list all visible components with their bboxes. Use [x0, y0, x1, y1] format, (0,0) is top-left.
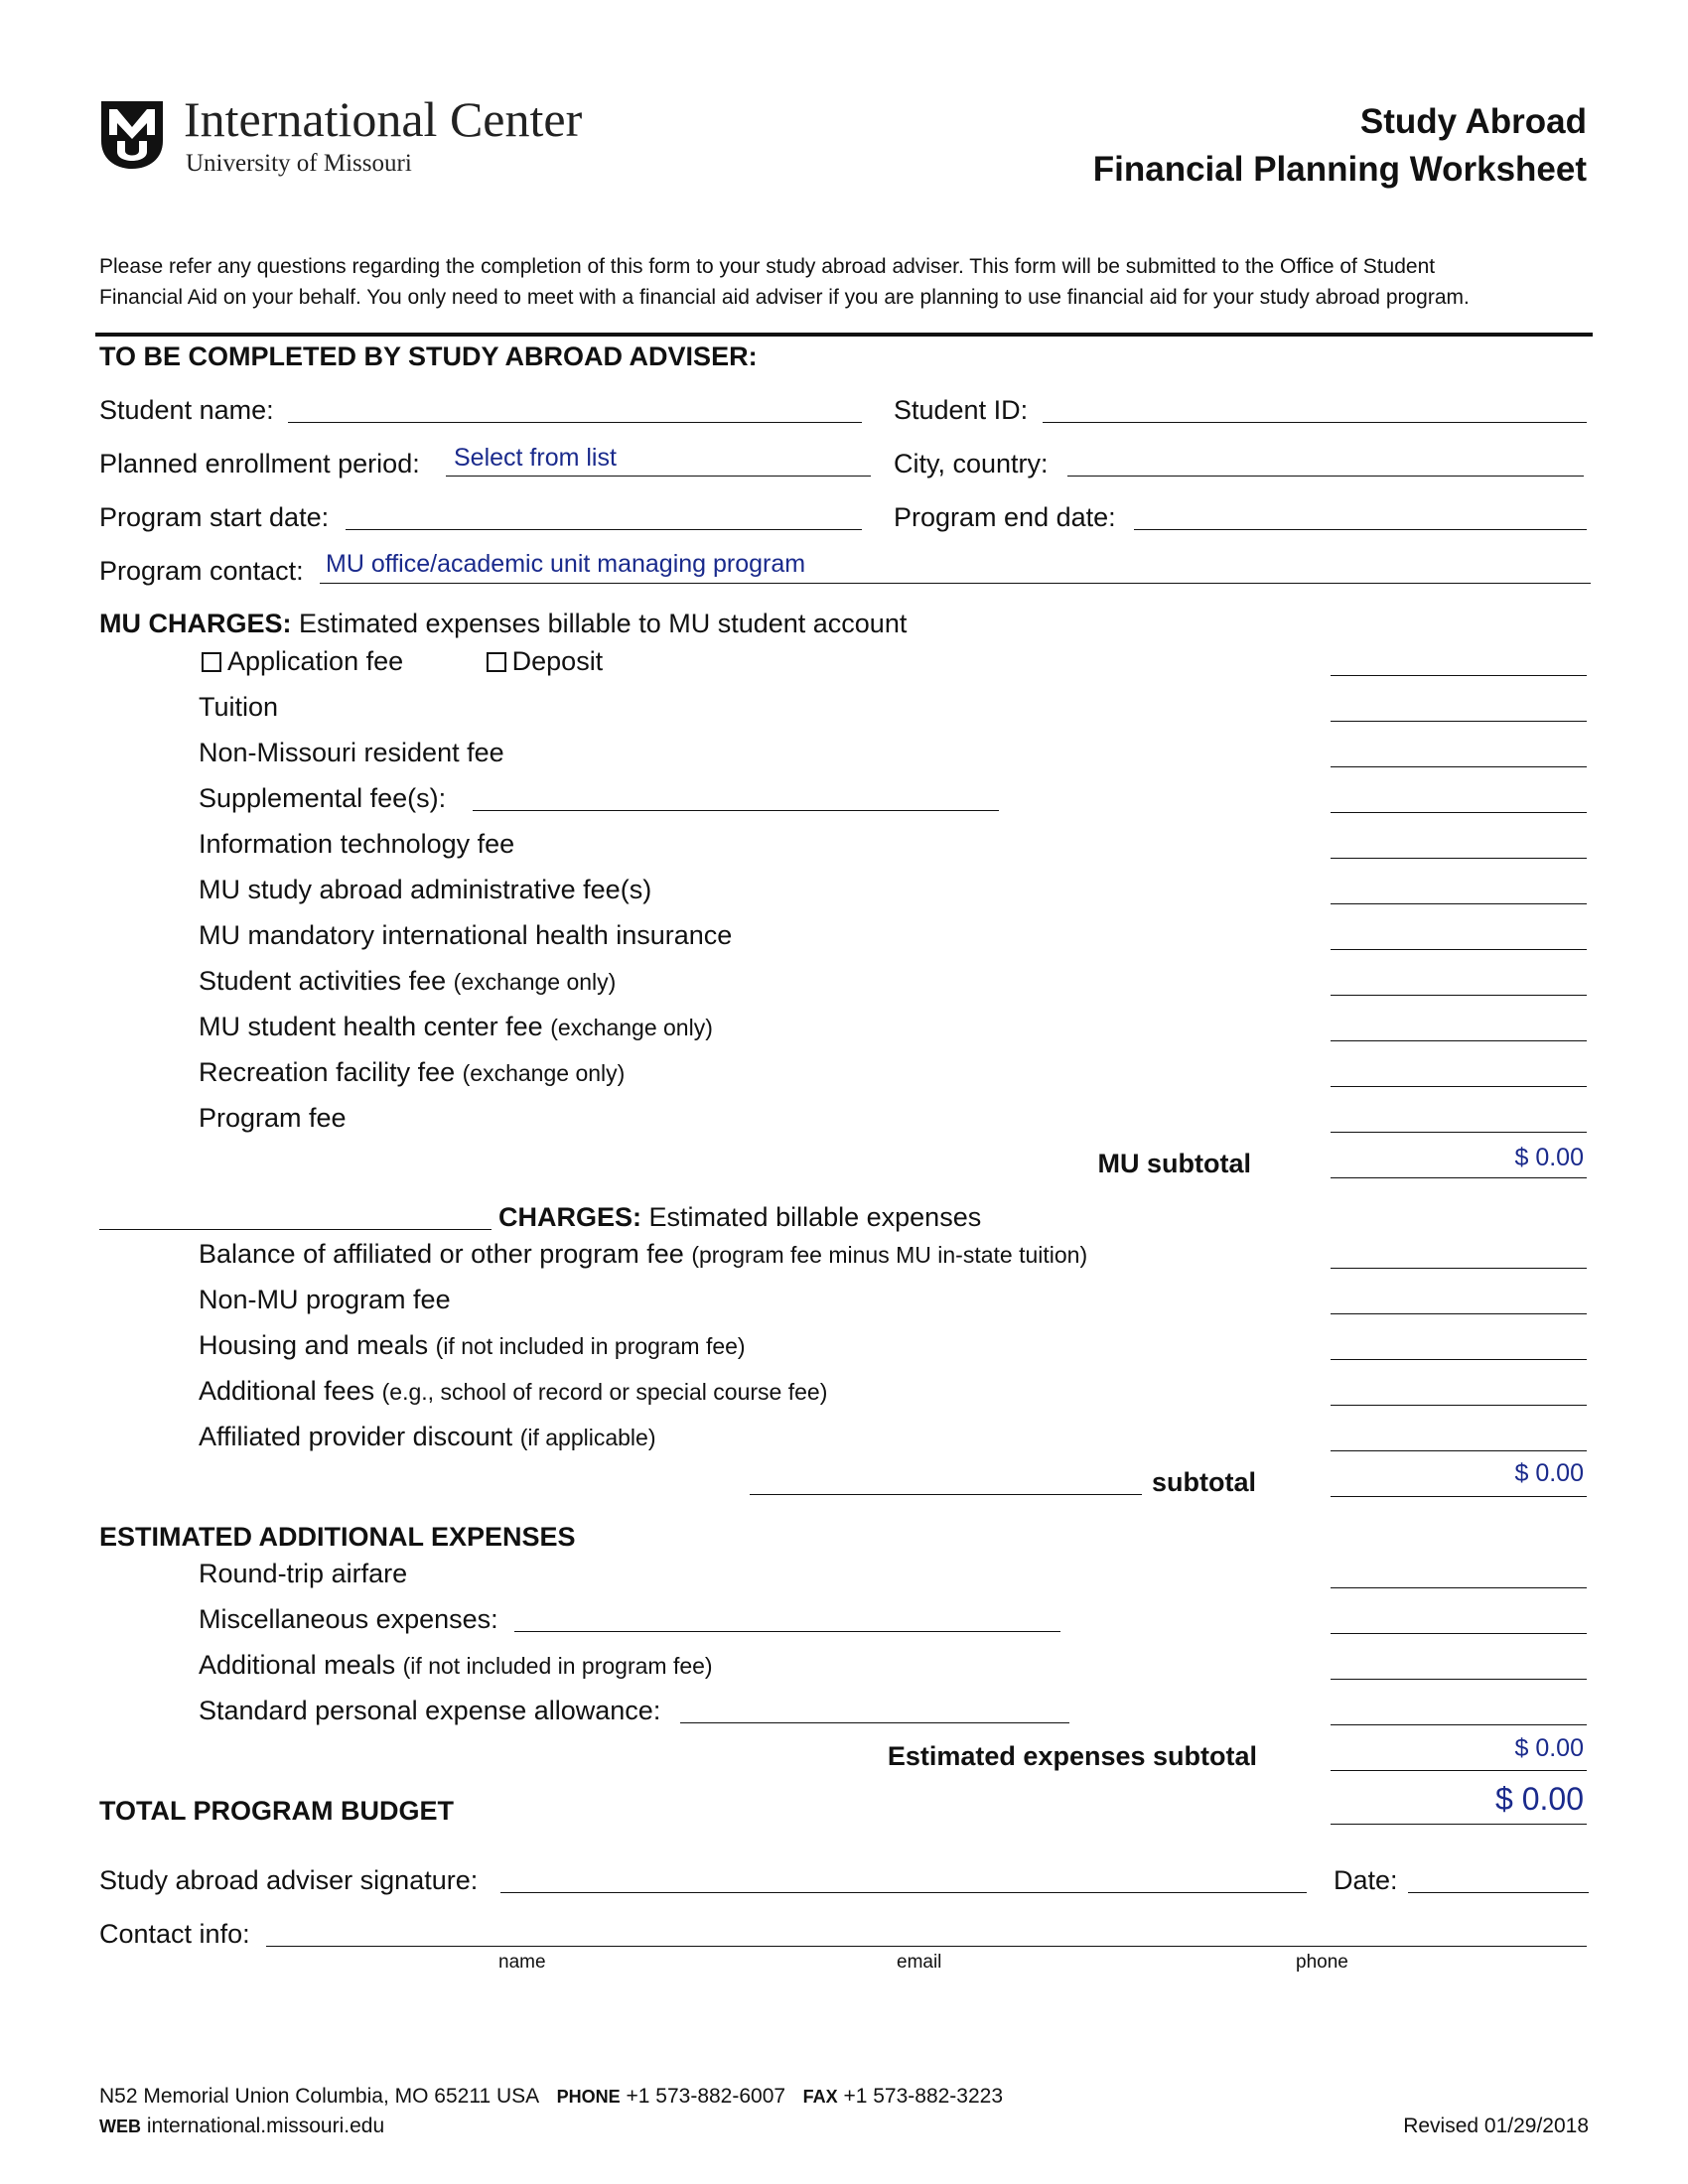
additional-subtotal-line	[1331, 1770, 1587, 1771]
additional-heading: ESTIMATED ADDITIONAL EXPENSES	[99, 1522, 576, 1552]
supplemental-fee-field[interactable]	[473, 810, 999, 811]
mu-item-label: Supplemental fee(s):	[199, 783, 447, 813]
deposit-label: Deposit	[511, 646, 604, 676]
other-subtotal-name-field[interactable]	[750, 1494, 1142, 1495]
amount-field[interactable]	[1331, 995, 1587, 996]
mu-shield-icon	[97, 97, 167, 173]
mu-subtotal-line	[1331, 1177, 1587, 1178]
student-name-label: Student name:	[99, 395, 274, 425]
mu-item-label: MU mandatory international health insurance	[199, 920, 733, 950]
application-fee-label: Application fee	[227, 646, 404, 676]
footer-revised: Revised 01/29/2018	[1403, 2115, 1589, 2137]
total-budget-label: TOTAL PROGRAM BUDGET	[99, 1796, 454, 1826]
org-name: International Center	[184, 91, 583, 147]
contact-phone-caption: phone	[1296, 1952, 1348, 1973]
org-subname: University of Missouri	[186, 150, 412, 177]
additional-item-label: Round-trip airfare	[199, 1559, 408, 1588]
enrollment-select[interactable]: Select from list	[454, 444, 617, 472]
program-name-field[interactable]	[99, 1229, 492, 1230]
amount-field[interactable]	[1331, 1040, 1587, 1041]
personal-allowance-field[interactable]	[680, 1722, 1069, 1723]
contact-info-label: Contact info:	[99, 1919, 250, 1949]
enrollment-label: Planned enrollment period:	[99, 449, 420, 478]
start-date-label: Program start date:	[99, 502, 330, 532]
other-subtotal-line	[1331, 1496, 1587, 1497]
mu-charges-heading-text: Estimated expenses billable to MU student account	[291, 609, 908, 638]
intro-text	[99, 251, 1589, 313]
fee-checkbox-row	[202, 645, 603, 677]
amount-field[interactable]	[1331, 1679, 1587, 1680]
contact-name-caption: name	[498, 1952, 546, 1973]
other-charges-heading-bold: CHARGES:	[498, 1202, 642, 1232]
city-country-label: City, country:	[894, 449, 1049, 478]
intro-line-1: Please refer any questions regarding the completion of this form to your study abroad adviser. This form will be submitted to the Office of Student	[99, 255, 1436, 278]
total-budget-line	[1331, 1824, 1587, 1825]
other-item-label: Affiliated provider discount (if applicable)	[199, 1422, 656, 1451]
doc-title-line1: Study Abroad	[1359, 102, 1587, 141]
additional-subtotal-value: $ 0.00	[1514, 1734, 1584, 1762]
mu-item-label: MU study abroad administrative fee(s)	[199, 875, 652, 904]
mu-item-label: Recreation facility fee (exchange only)	[199, 1057, 626, 1087]
additional-subtotal-label: Estimated expenses subtotal	[887, 1741, 1257, 1771]
mu-item-label: Program fee	[199, 1103, 347, 1133]
intro-line-2: Financial Aid on your behalf. You only need to meet with a financial aid adviser if you are planning to use financial aid for your study abroad program.	[99, 286, 1470, 309]
amount-field[interactable]	[1331, 721, 1587, 722]
footer-web-link[interactable]: international.missouri.edu	[146, 2115, 385, 2137]
mu-subtotal-value: $ 0.00	[1514, 1144, 1584, 1171]
mu-charges-heading-bold: MU CHARGES:	[99, 609, 292, 638]
footer-phone: +1 573-882-6007	[626, 2085, 786, 2108]
mu-item-label: Tuition	[199, 692, 279, 722]
contact-info-field[interactable]	[266, 1946, 1587, 1947]
amount-field[interactable]	[1331, 1132, 1587, 1133]
mu-item-label: Student activities fee (exchange only)	[199, 966, 617, 996]
footer-web-line	[99, 2113, 384, 2140]
amount-field[interactable]	[1331, 1086, 1587, 1087]
amount-field[interactable]	[1331, 858, 1587, 859]
other-item-label: Balance of affiliated or other program fee (program fee minus MU in-state tuition)	[199, 1239, 1088, 1269]
other-charges-heading-text: Estimated billable expenses	[641, 1202, 982, 1232]
other-item-label: Non-MU program fee	[199, 1285, 451, 1314]
footer-address: N52 Memorial Union Columbia, MO 65211 USA	[99, 2085, 540, 2108]
other-subtotal-value: $ 0.00	[1514, 1459, 1584, 1487]
mu-item-label: Non-Missouri resident fee	[199, 738, 504, 767]
application-fee-option[interactable]	[202, 646, 403, 676]
total-budget-value: $ 0.00	[1495, 1781, 1584, 1817]
amount-field[interactable]	[1331, 1405, 1587, 1406]
amount-field[interactable]	[1331, 675, 1587, 676]
amount-field[interactable]	[1331, 1268, 1587, 1269]
program-contact-label: Program contact:	[99, 556, 304, 586]
other-charges-heading	[498, 1201, 981, 1233]
signature-label: Study abroad adviser signature:	[99, 1865, 479, 1895]
amount-field[interactable]	[1331, 1359, 1587, 1360]
amount-field[interactable]	[1331, 812, 1587, 813]
program-contact-field-line	[320, 583, 1591, 584]
student-name-field[interactable]	[288, 422, 862, 423]
section-divider	[95, 333, 1593, 337]
enrollment-field-line	[446, 476, 871, 477]
doc-title-line2: Financial Planning Worksheet	[1092, 150, 1587, 189]
end-date-label: Program end date:	[894, 502, 1116, 532]
other-item-label: Additional fees (e.g., school of record or special course fee)	[199, 1376, 828, 1406]
amount-field[interactable]	[1331, 766, 1587, 767]
amount-field[interactable]	[1331, 1450, 1587, 1451]
additional-item-label: Additional meals (if not included in program fee)	[199, 1650, 713, 1680]
other-subtotal-label: subtotal	[1152, 1467, 1256, 1497]
deposit-checkbox[interactable]	[487, 652, 506, 672]
adviser-heading: TO BE COMPLETED BY STUDY ABROAD ADVISER:	[99, 341, 758, 371]
signature-field[interactable]	[500, 1892, 1307, 1893]
additional-item-label: Miscellaneous expenses:	[199, 1604, 498, 1634]
other-item-label: Housing and meals (if not included in program fee)	[199, 1330, 746, 1360]
contact-email-caption: email	[897, 1952, 942, 1973]
city-country-field[interactable]	[1067, 476, 1584, 477]
student-id-label: Student ID:	[894, 395, 1029, 425]
footer-phone-label: PHONE	[556, 2087, 621, 2107]
date-field[interactable]	[1408, 1892, 1589, 1893]
additional-item-label: Standard personal expense allowance:	[199, 1696, 661, 1725]
footer-fax-label: FAX	[802, 2087, 838, 2107]
amount-field[interactable]	[1331, 903, 1587, 904]
start-date-field[interactable]	[346, 529, 862, 530]
amount-field[interactable]	[1331, 1587, 1587, 1588]
amount-field[interactable]	[1331, 949, 1587, 950]
deposit-option[interactable]	[487, 646, 604, 676]
amount-field[interactable]	[1331, 1313, 1587, 1314]
mu-item-label: Information technology fee	[199, 829, 515, 859]
end-date-field[interactable]	[1134, 529, 1587, 530]
date-label: Date:	[1334, 1865, 1398, 1895]
footer-address-line	[99, 2083, 1003, 2111]
amount-field[interactable]	[1331, 1724, 1587, 1725]
footer-fax: +1 573-882-3223	[843, 2085, 1004, 2108]
amount-field[interactable]	[1331, 1633, 1587, 1634]
footer-web-label: WEB	[99, 2116, 141, 2136]
mu-charges-heading	[99, 608, 907, 639]
mu-logo	[97, 97, 167, 173]
program-contact-value[interactable]: MU office/academic unit managing program	[326, 550, 806, 578]
application-fee-checkbox[interactable]	[202, 652, 221, 672]
misc-expenses-field[interactable]	[514, 1631, 1060, 1632]
mu-subtotal-label: MU subtotal	[1097, 1149, 1251, 1178]
student-id-field[interactable]	[1043, 422, 1587, 423]
mu-item-label: MU student health center fee (exchange only)	[199, 1012, 713, 1041]
